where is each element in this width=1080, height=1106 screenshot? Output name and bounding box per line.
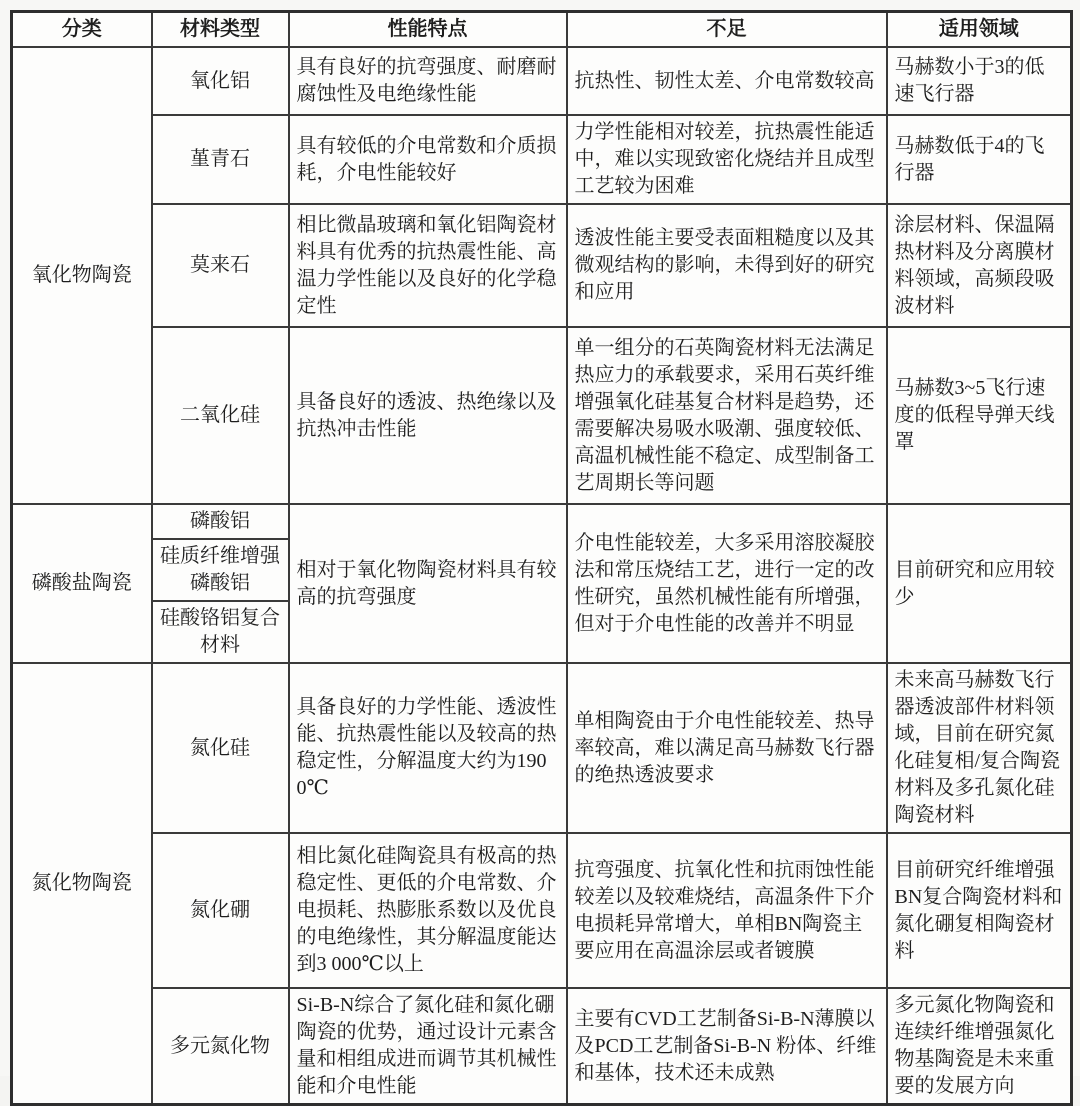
header-category: 分类 (12, 12, 152, 48)
applications-cell: 涂层材料、保温隔热材料及分离膜材料领域，高频段吸波材料 (887, 204, 1072, 327)
applications-cell: 目前研究纤维增强BN复合陶瓷材料和氮化硼复相陶瓷材料 (887, 833, 1072, 988)
table-row (12, 833, 1072, 988)
applications-cell: 马赫数低于4的飞行器 (887, 115, 1072, 204)
header-applications: 适用领域 (887, 12, 1072, 48)
features-cell: 具有良好的抗弯强度、耐磨耐腐蚀性及电绝缘性能 (289, 47, 567, 115)
materials-table (10, 10, 1073, 1106)
features-cell: 相比微晶玻璃和氧化铝陶瓷材料具有优秀的抗热震性能、高温力学性能以及良好的化学稳定性 (289, 204, 567, 327)
table-row (12, 663, 1072, 833)
table-row (12, 504, 1072, 539)
material-cell: 硅质纤维增强磷酸铝 (152, 539, 289, 601)
category-cell-nitride: 氮化物陶瓷 (12, 663, 152, 1105)
material-cell: 磷酸铝 (152, 504, 289, 539)
material-cell: 多元氮化物 (152, 988, 289, 1105)
drawbacks-cell: 力学性能相对较差，抗热震性能适中，难以实现致密化烧结并且成型工艺较为困难 (567, 115, 887, 204)
applications-cell: 马赫数3~5飞行速度的低程导弹天线罩 (887, 327, 1072, 504)
features-cell: 相对于氧化物陶瓷材料具有较高的抗弯强度 (289, 504, 567, 663)
table-row (12, 204, 1072, 327)
table-row (12, 115, 1072, 204)
material-cell: 氧化铝 (152, 47, 289, 115)
drawbacks-cell: 抗弯强度、抗氧化性和抗雨蚀性能较差以及较难烧结，高温条件下介电损耗异常增大，单相BN陶瓷主要应用在高温涂层或者镀膜 (567, 833, 887, 988)
drawbacks-cell: 抗热性、韧性太差、介电常数较高 (567, 47, 887, 115)
material-cell: 堇青石 (152, 115, 289, 204)
table-row (12, 47, 1072, 115)
material-cell: 氮化硅 (152, 663, 289, 833)
header-material: 材料类型 (152, 12, 289, 48)
drawbacks-cell: 透波性能主要受表面粗糙度以及其微观结构的影响，未得到好的研究和应用 (567, 204, 887, 327)
features-cell: 相比氮化硅陶瓷具有极高的热稳定性、更低的介电常数、介电损耗、热膨胀系数以及优良的电绝缘性，其分解温度能达到3 000℃以上 (289, 833, 567, 988)
material-cell: 氮化硼 (152, 833, 289, 988)
material-cell: 莫来石 (152, 204, 289, 327)
drawbacks-cell: 单相陶瓷由于介电性能较差、热导率较高，难以满足高马赫数飞行器的绝热透波要求 (567, 663, 887, 833)
header-drawbacks: 不足 (567, 12, 887, 48)
category-cell-phosphate: 磷酸盐陶瓷 (12, 504, 152, 663)
table-header-row (12, 12, 1072, 48)
features-cell: 具备良好的力学性能、透波性能、抗热震性能以及较高的热稳定性，分解温度大约为1900℃ (289, 663, 567, 833)
applications-cell: 未来高马赫数飞行器透波部件材料领域，目前在研究氮化硅复相/复合陶瓷材料及多孔氮化硅陶瓷材料 (887, 663, 1072, 833)
applications-cell: 马赫数小于3的低速飞行器 (887, 47, 1072, 115)
category-cell-oxide: 氧化物陶瓷 (12, 47, 152, 504)
drawbacks-cell: 单一组分的石英陶瓷材料无法满足热应力的承载要求，采用石英纤维增强氧化硅基复合材料是趋势，还需要解决易吸水吸潮、强度较低、高温机械性能不稳定、成型制备工艺周期长等问题 (567, 327, 887, 504)
header-features: 性能特点 (289, 12, 567, 48)
applications-cell: 目前研究和应用较少 (887, 504, 1072, 663)
features-cell: 具有较低的介电常数和介质损耗，介电性能较好 (289, 115, 567, 204)
material-cell: 二氧化硅 (152, 327, 289, 504)
drawbacks-cell: 主要有CVD工艺制备Si-B-N薄膜以及PCD工艺制备Si-B-N 粉体、纤维和基体，技术还未成熟 (567, 988, 887, 1105)
drawbacks-cell: 介电性能较差，大多采用溶胶凝胶法和常压烧结工艺，进行一定的改性研究，虽然机械性能有所增强，但对于介电性能的改善并不明显 (567, 504, 887, 663)
features-cell: 具备良好的透波、热绝缘以及抗热冲击性能 (289, 327, 567, 504)
applications-cell: 多元氮化物陶瓷和连续纤维增强氮化物基陶瓷是未来重要的发展方向 (887, 988, 1072, 1105)
table-row (12, 988, 1072, 1105)
features-cell: Si-B-N综合了氮化硅和氮化硼陶瓷的优势，通过设计元素含量和相组成进而调节其机械性能和介电性能 (289, 988, 567, 1105)
table-row (12, 327, 1072, 504)
material-cell: 硅酸铬铝复合材料 (152, 601, 289, 663)
